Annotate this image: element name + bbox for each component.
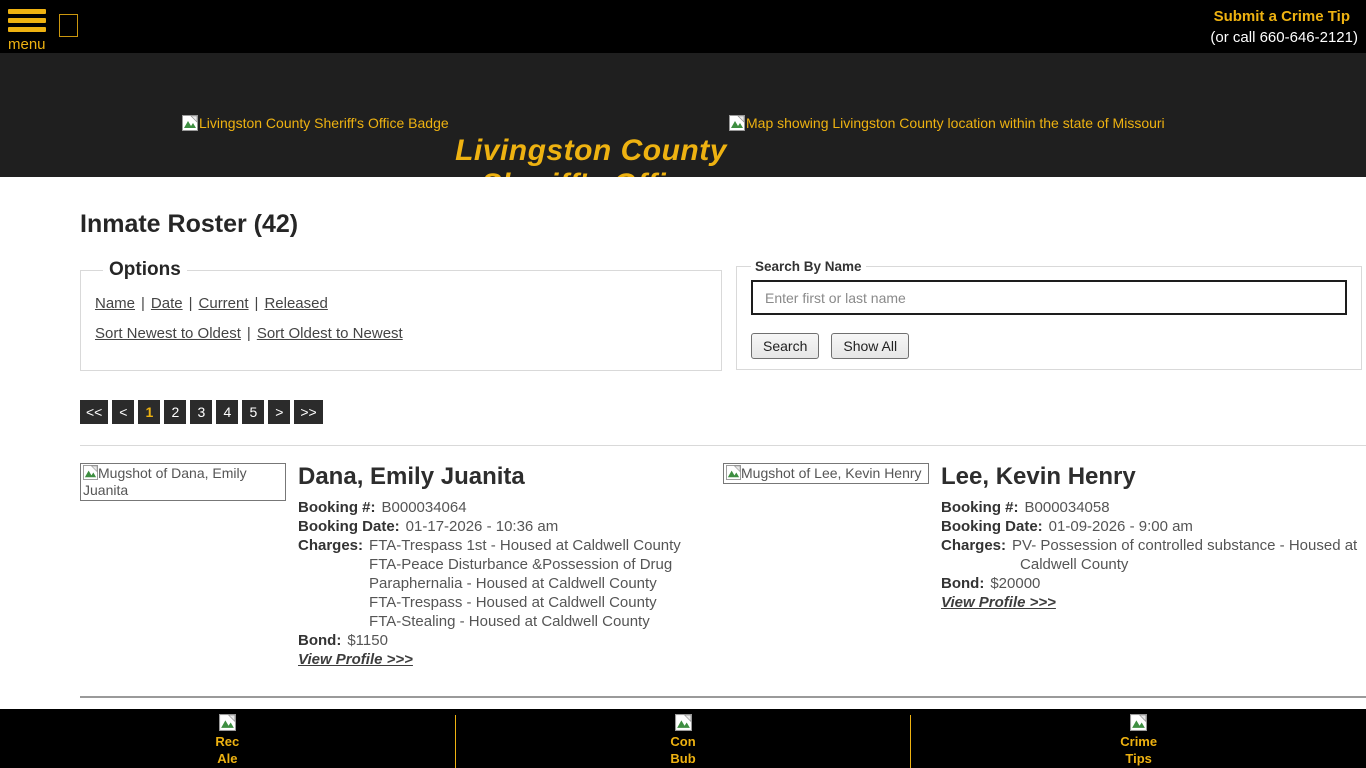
county-map-image — [729, 115, 1165, 131]
menu-button[interactable] — [8, 9, 46, 53]
mugshot-image — [723, 463, 929, 484]
page-1-button[interactable]: 1 — [138, 400, 160, 424]
inmate-list — [80, 446, 1366, 669]
sheriff-badge-image — [182, 115, 449, 131]
bond-label: Bond: — [941, 575, 985, 592]
charges-value: PV- Possession of controlled substance - Housed at Caldwell County — [1012, 537, 1358, 573]
charges-value: FTA-Trespass 1st - Housed at Caldwell County FTA-Peace Disturbance &Possession of Drug Paraphernalia - Housed at Caldwell County FTA-Trespass - Housed at Caldwell County FTA-Stealing - Housed at Caldwell County — [369, 537, 681, 630]
footer-item-con-bub[interactable] — [456, 709, 911, 768]
search-input[interactable] — [751, 280, 1347, 315]
page-last-button[interactable]: >> — [294, 400, 322, 424]
mugshot-alt-text: Mugshot of Dana, Emily Juanita — [83, 465, 247, 498]
filter-link-released[interactable]: Released — [264, 295, 328, 312]
page-3-button[interactable]: 3 — [190, 400, 212, 424]
booking-date-value: 01-17-2026 - 10:36 am — [405, 518, 559, 535]
footer — [0, 709, 1366, 768]
sort-links-row — [95, 325, 707, 342]
broken-image-icon — [675, 714, 692, 731]
broken-image-icon — [219, 714, 236, 731]
menu-label: menu — [8, 36, 46, 53]
separator: | — [254, 295, 259, 312]
inmate-name: Dana, Emily Juanita — [298, 463, 525, 490]
mugshot-alt-text: Mugshot of Lee, Kevin Henry — [741, 465, 922, 481]
crime-tip-block — [1210, 6, 1358, 48]
inmate-name: Lee, Kevin Henry — [941, 463, 1136, 490]
view-profile-link[interactable]: View Profile >>> — [298, 651, 413, 668]
main-content — [0, 177, 1366, 709]
booking-number-value: B000034064 — [381, 499, 467, 516]
broken-image-icon — [1130, 714, 1147, 731]
separator: | — [246, 325, 251, 342]
page-next-button[interactable]: > — [268, 400, 290, 424]
bond-value: $20000 — [990, 575, 1041, 592]
inmate-details — [941, 463, 1366, 612]
missing-glyph-box — [59, 14, 78, 37]
footer-alt-text: Con Bub — [670, 734, 696, 766]
options-panel — [80, 259, 722, 371]
top-bar — [0, 0, 1366, 53]
page-prev-button[interactable]: < — [112, 400, 134, 424]
sort-link-newest-to-oldest[interactable]: Sort Newest to Oldest — [95, 325, 241, 342]
booking-date-label: Booking Date: — [941, 518, 1043, 535]
filter-link-current[interactable]: Current — [198, 295, 249, 312]
inmate-card — [80, 463, 723, 669]
broken-image-icon — [726, 465, 741, 480]
submit-crime-tip-link[interactable]: Submit a Crime Tip — [1213, 8, 1350, 25]
broken-image-icon — [182, 115, 198, 131]
filter-link-name[interactable]: Name — [95, 295, 136, 312]
inmate-details — [298, 463, 723, 669]
booking-date-label: Booking Date: — [298, 518, 400, 535]
charges-label: Charges: — [298, 537, 364, 554]
pagination — [80, 400, 1366, 424]
page-title: Inmate Roster (42) — [80, 210, 299, 238]
page-5-button[interactable]: 5 — [242, 400, 264, 424]
search-button[interactable]: Search — [751, 333, 819, 359]
broken-image-icon — [83, 465, 98, 480]
bond-value: $1150 — [347, 632, 388, 649]
search-panel — [736, 259, 1362, 370]
page-4-button[interactable]: 4 — [216, 400, 238, 424]
booking-number-value: B000034058 — [1024, 499, 1110, 516]
inmate-card — [723, 463, 1366, 669]
badge-alt-text: Livingston County Sheriff's Office Badge — [199, 115, 449, 131]
page-2-button[interactable]: 2 — [164, 400, 186, 424]
site-header — [0, 53, 1366, 177]
page-first-button[interactable]: << — [80, 400, 108, 424]
footer-alt-text: Crime Tips — [1120, 734, 1158, 766]
broken-image-icon — [729, 115, 745, 131]
footer-item-receive-alerts[interactable] — [0, 709, 455, 768]
separator: | — [188, 295, 193, 312]
filter-links-row — [95, 295, 707, 312]
show-all-button[interactable]: Show All — [831, 333, 909, 359]
filter-link-date[interactable]: Date — [150, 295, 183, 312]
hamburger-icon — [8, 9, 46, 32]
footer-item-crime-tips[interactable] — [911, 709, 1366, 768]
booking-number-label: Booking #: — [941, 499, 1019, 516]
footer-alt-text: Rec Ale — [215, 734, 240, 766]
booking-number-label: Booking #: — [298, 499, 376, 516]
mugshot-image — [80, 463, 286, 501]
map-alt-text: Map showing Livingston County location within the state of Missouri — [746, 115, 1165, 131]
options-legend: Options — [109, 259, 181, 280]
site-title-line1: Livingston County — [455, 134, 727, 167]
view-profile-link[interactable]: View Profile >>> — [941, 594, 1056, 611]
separator: | — [141, 295, 145, 312]
sort-link-oldest-to-newest[interactable]: Sort Oldest to Newest — [256, 325, 403, 342]
charges-label: Charges: — [941, 537, 1007, 554]
crime-tip-phone: (or call 660-646-2121) — [1210, 29, 1358, 46]
bottom-divider — [80, 696, 1366, 698]
bond-label: Bond: — [298, 632, 342, 649]
booking-date-value: 01-09-2026 - 9:00 am — [1048, 518, 1193, 535]
search-legend: Search By Name — [755, 259, 862, 274]
